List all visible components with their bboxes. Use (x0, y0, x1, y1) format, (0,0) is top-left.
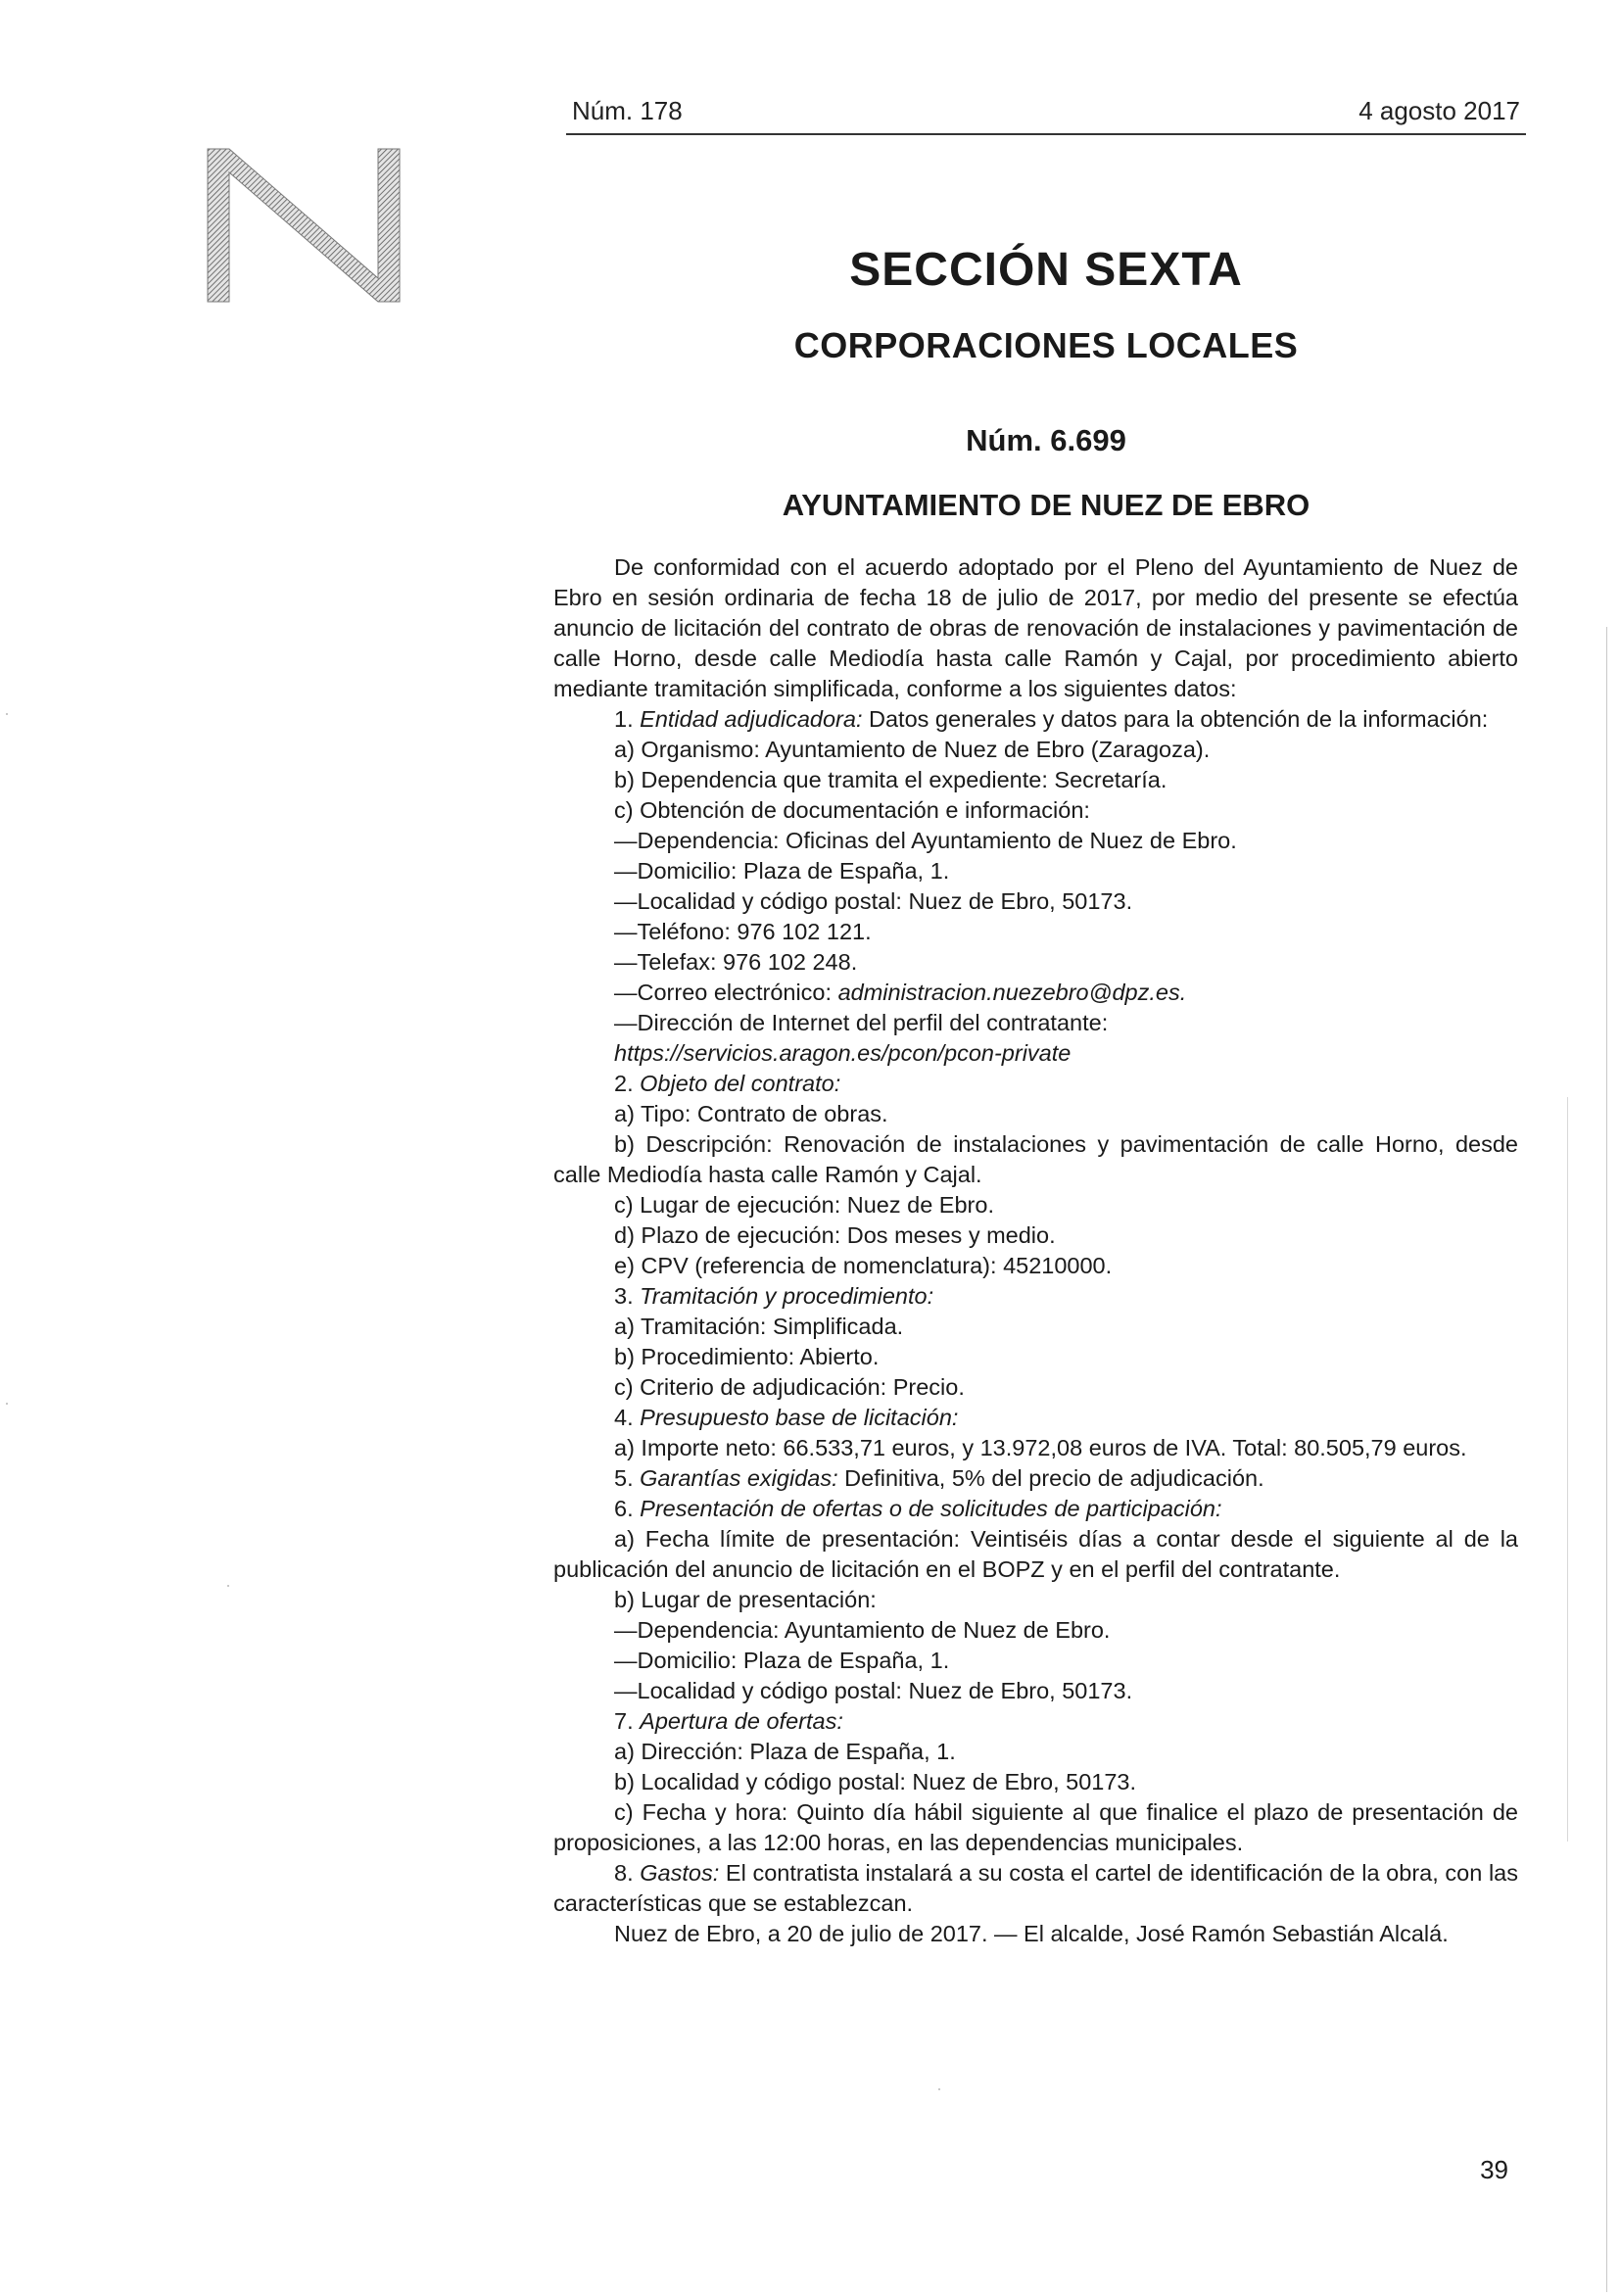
section-text: El contratista instalará a su costa el cartel de identificación de la obra, con las características que se establezcan. (553, 1860, 1518, 1916)
contractor-profile-url: https://servicios.aragon.es/pcon/pcon-private (614, 1040, 1072, 1066)
list-item: a) Fecha límite de presentación: Veintiséis días a contar desde el siguiente al de la publicación del anuncio de licitación en el BOPZ y en el perfil del contratante. (553, 1526, 1518, 1582)
email-label: —Correo electrónico: (614, 980, 838, 1005)
list-item: —Teléfono: 976 102 121. (614, 919, 872, 944)
section-number: 4. (614, 1405, 641, 1430)
list-item: b) Procedimiento: Abierto. (614, 1344, 880, 1369)
section-label: Garantías exigidas: (640, 1465, 838, 1491)
section-3-heading (553, 1281, 1518, 1312)
page-number: 39 (1480, 2155, 1508, 2184)
section-label: Objeto del contrato: (640, 1071, 841, 1096)
list-item: —Domicilio: Plaza de España, 1. (614, 1648, 950, 1673)
scan-dot (938, 2088, 940, 2090)
section-subtitle: CORPORACIONES LOCALES (793, 325, 1299, 365)
email-address: administracion.nuezebro@dpz.es. (837, 980, 1187, 1005)
section-4-heading (553, 1403, 1518, 1433)
section-text: Datos generales y datos para la obtención de la información: (862, 706, 1489, 732)
list-item: b) Dependencia que tramita el expediente: Secretaría. (614, 767, 1167, 792)
list-item: e) CPV (referencia de nomenclatura): 45210000. (614, 1253, 1113, 1278)
section-2-heading (553, 1069, 1518, 1099)
list-item: a) Tipo: Contrato de obras. (614, 1101, 888, 1126)
list-item: a) Importe neto: 66.533,71 euros, y 13.972,08 euros de IVA. Total: 80.505,79 euros. (614, 1435, 1467, 1460)
list-item: —Dependencia: Oficinas del Ayuntamiento de Nuez de Ebro. (614, 828, 1237, 853)
section-6-heading (553, 1494, 1518, 1524)
section-number: 5. (614, 1465, 641, 1491)
section-label: Presupuesto base de licitación: (640, 1405, 959, 1430)
scan-dot (6, 713, 8, 715)
list-item: —Dirección de Internet del perfil del contratante: (614, 1010, 1109, 1035)
section-number: 3. (614, 1283, 641, 1309)
section-1-heading (553, 704, 1518, 735)
list-item: —Domicilio: Plaza de España, 1. (614, 858, 950, 884)
section-label: Apertura de ofertas: (640, 1708, 843, 1734)
section-5-heading (553, 1463, 1518, 1494)
section-label: Entidad adjudicadora: (640, 706, 863, 732)
list-item: c) Lugar de ejecución: Nuez de Ebro. (614, 1192, 994, 1218)
issue-number: Núm. 178 (572, 96, 683, 125)
scan-dot (227, 1585, 229, 1587)
list-item: d) Plazo de ejecución: Dos meses y medio. (614, 1222, 1056, 1248)
list-item: b) Localidad y código postal: Nuez de Ebro, 50173. (614, 1769, 1137, 1794)
section-text: Definitiva, 5% del precio de adjudicación. (837, 1465, 1264, 1491)
announcement-number: Núm. 6.699 (966, 423, 1126, 457)
section-number: 7. (614, 1708, 641, 1734)
signature-line: Nuez de Ebro, a 20 de julio de 2017. — El alcalde, José Ramón Sebastián Alcalá. (614, 1921, 1449, 1946)
scan-edge-mark (1606, 627, 1607, 2292)
page-header (566, 96, 1526, 135)
list-item: b) Descripción: Renovación de instalaciones y pavimentación de calle Horno, desde calle Mediodía hasta calle Ramón y Cajal. (553, 1131, 1518, 1187)
section-number: 6. (614, 1496, 641, 1521)
organization-name: AYUNTAMIENTO DE NUEZ DE EBRO (782, 488, 1310, 522)
scan-dot (6, 1403, 8, 1405)
announcement-body (553, 552, 1518, 1949)
section-number: 8. (614, 1860, 641, 1886)
section-title: SECCIÓN SEXTA (849, 244, 1243, 296)
email-item (553, 978, 1518, 1008)
list-item: c) Obtención de documentación e información: (614, 797, 1090, 823)
section-label: Tramitación y procedimiento: (640, 1283, 934, 1309)
publication-date: 4 agosto 2017 (1358, 96, 1520, 125)
list-item: b) Lugar de presentación: (614, 1587, 877, 1612)
section-7-heading (553, 1706, 1518, 1737)
section-label: Presentación de ofertas o de solicitudes de participación: (640, 1496, 1222, 1521)
list-item: a) Tramitación: Simplificada. (614, 1314, 904, 1339)
list-item: c) Criterio de adjudicación: Precio. (614, 1374, 965, 1400)
list-item: c) Fecha y hora: Quinto día hábil siguiente al que finalice el plazo de presentación de proposiciones, a las 12:00 horas, en las dependencias municipales. (553, 1799, 1518, 1855)
intro-paragraph: De conformidad con el acuerdo adoptado por el Pleno del Ayuntamiento de Nuez de Ebro en sesión ordinaria de fecha 18 de julio de 2017, por medio del presente se efectúa anuncio de licitación del contrato de obras de renovación de instalaciones y pavimentación de calle Horno, desde calle Mediodía hasta calle Ramón y Cajal, por procedimiento abierto mediante tramitación simplificada, conforme a los siguientes datos: (553, 554, 1518, 701)
section-number: 2. (614, 1071, 641, 1096)
list-item: —Dependencia: Ayuntamiento de Nuez de Ebro. (614, 1617, 1111, 1643)
scan-edge-mark (1567, 1097, 1568, 1842)
section-number: 1. (614, 706, 641, 732)
bulletin-logo-n (206, 147, 402, 304)
list-item: —Localidad y código postal: Nuez de Ebro, 50173. (614, 1678, 1133, 1703)
section-label: Gastos: (640, 1860, 720, 1886)
section-8-paragraph (553, 1858, 1518, 1919)
list-item: a) Dirección: Plaza de España, 1. (614, 1739, 956, 1764)
list-item: —Telefax: 976 102 248. (614, 949, 858, 975)
list-item: —Localidad y código postal: Nuez de Ebro, 50173. (614, 888, 1133, 914)
list-item: a) Organismo: Ayuntamiento de Nuez de Ebro (Zaragoza). (614, 737, 1211, 762)
